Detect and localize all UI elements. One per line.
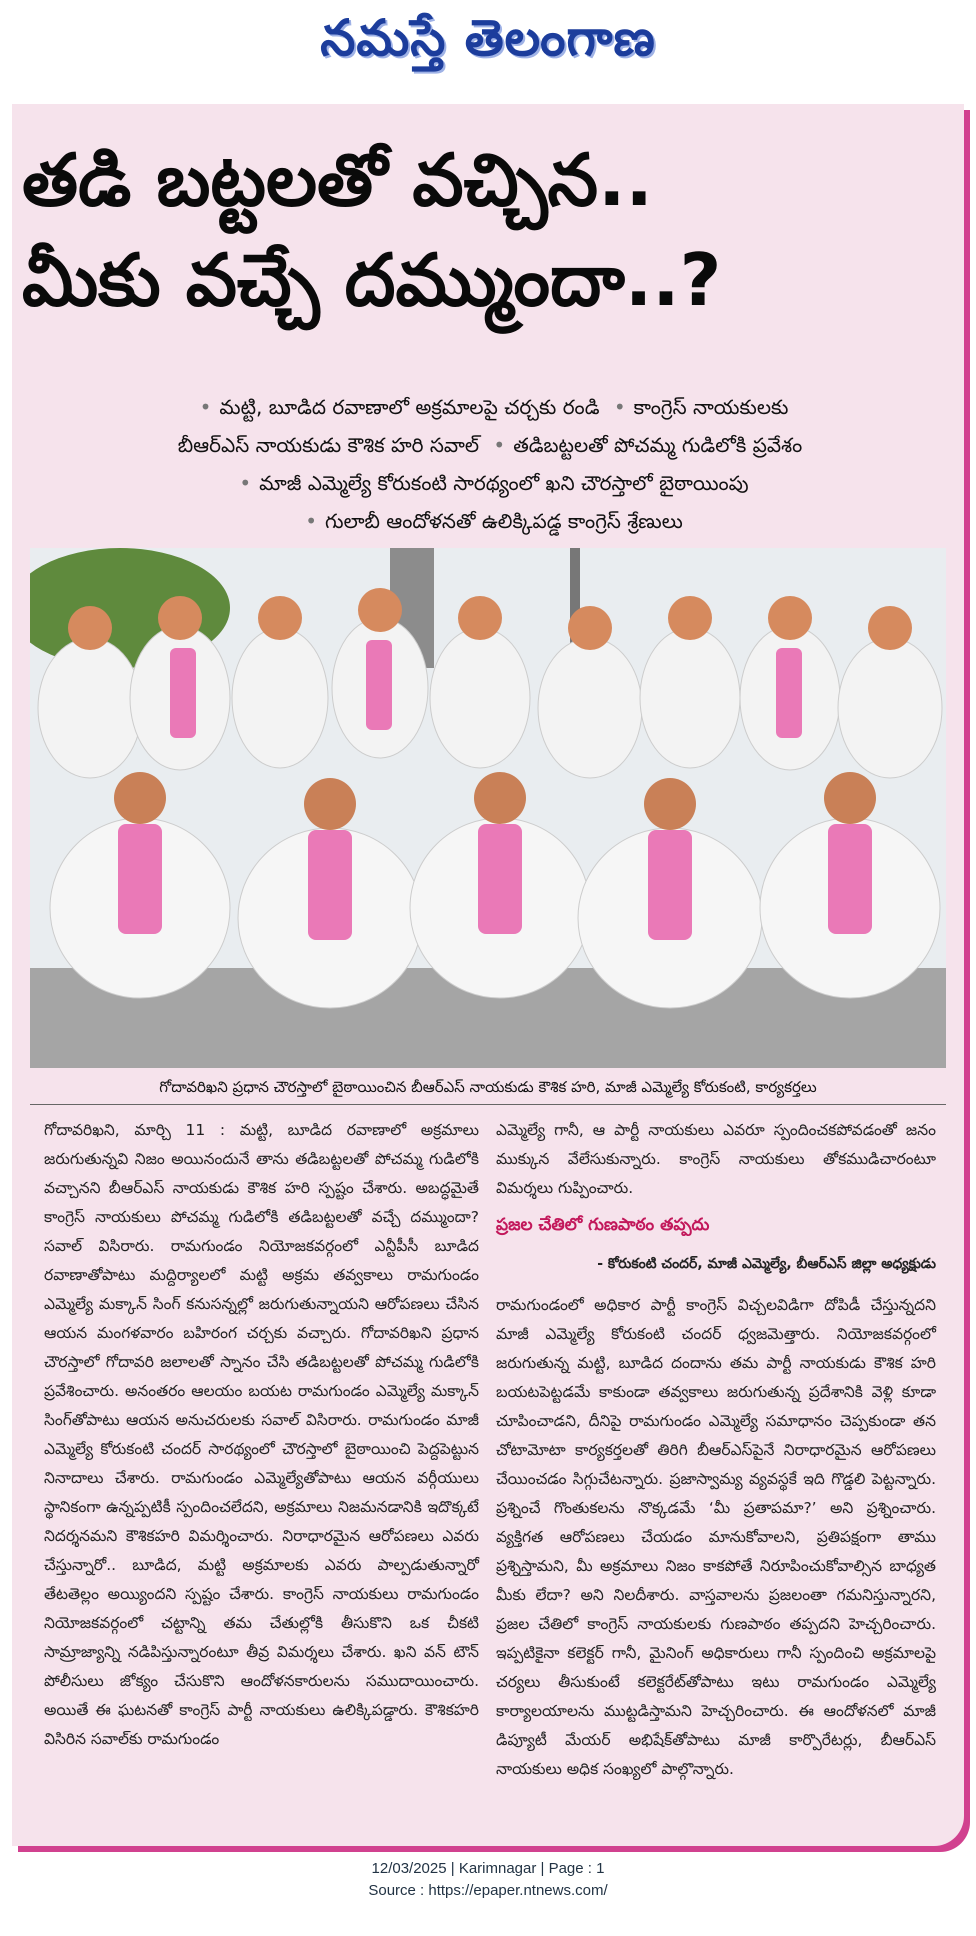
headline-line-2: మీకు వచ్చే దమ్ముందా..? bbox=[22, 238, 722, 322]
bullet-icon: • bbox=[305, 509, 317, 533]
bullet-icon: • bbox=[613, 395, 626, 419]
highlight-item: బీఆర్ఎస్ నాయకుడు కౌశిక హరి సవాల్ bbox=[177, 433, 480, 457]
highlight-item: మట్టి, బూడిద రవాణాలో అక్రమాలపై చర్చకు రండి bbox=[219, 395, 600, 419]
highlight-item: కాంగ్రెస్ నాయకులకు bbox=[633, 395, 789, 419]
highlight-item: గులాబీ ఆందోళనతో ఉలిక్కిపడ్డ కాంగ్రెస్ శ్రేణులు bbox=[324, 509, 683, 533]
article-column-right bbox=[496, 1116, 936, 1784]
headline-line-1: తడి బట్టలతో వచ్చిన.. bbox=[22, 138, 653, 222]
highlight-row bbox=[60, 464, 920, 502]
footer-date-edition: 12/03/2025 | Karimnagar | Page : 1 bbox=[371, 1860, 605, 1877]
highlight-item: మాజీ ఎమ్మెల్యే కోరుకంటి సారథ్యంలో ఖని చౌరస్తాలో బైఠాయింపు bbox=[259, 471, 749, 495]
highlights bbox=[60, 388, 920, 540]
bullet-icon: • bbox=[199, 395, 212, 419]
article-paragraph: గోదావరిఖని, మార్చి 11 : మట్టి, బూడిద రవాణాలో అక్రమాలు జరుగుతున్నవి నిజం అయినందునే తాను తడిబట్టలతో పోచమ్మ గుడిలోకి వచ్చానని బీఆర్ఎస్ నాయకుడు కౌశిక హరి స్పష్టం చేశారు. అబద్ధమైతే కాంగ్రెస్ నాయకులు పోచమ్మ గుడిలోకి తడిబట్టలతో వచ్చే దమ్ముందా? సవాల్ విసిరారు. రామగుండం నియోజకవర్గంలో ఎన్టీపీసీ బూడిద రవాణాతోపాటు మద్దిర్యాలలో మట్టి అక్రమ తవ్వకాలు రామగుండం ఎమ్మెల్యే మక్కాన్ సింగ్ కనుసన్నల్లో జరుగుతున్నాయని ఆరోపణలు చేసిన ఆయన మంగళవారం బహిరంగ చర్చకు వచ్చారు. గోదావరిఖని ప్రధాన చౌరస్తాలో గోదావరి జలాలతో స్నానం చేసి తడిబట్టలతో పోచమ్మ గుడిలోకి ప్రవేశించారు. అనంతరం ఆలయం బయట రామగుండం ఎమ్మెల్యే మక్కాన్ సింగ్‌తోపాటు ఆయన అనుచరులకు సవాల్ విసిరారు. రామగుండం మాజీ ఎమ్మెల్యే కోరుకంటి చందర్ సారథ్యంలో చౌరస్తాలో బైఠాయించి పెద్దపెట్టున నినాదాలు చేశారు. రామగుండం ఎమ్మెల్యేతోపాటు ఆయన వర్గీయులు స్థానికంగా ఉన్నప్పటికీ స్పందించలేదని, అక్రమాలు నిజమనడానికి ఇదొక్కటే నిదర్శనమని కౌశికహరి విమర్శించారు. నిరాధారమైన ఆరోపణలు ఎవరు చేస్తున్నారో.. బూడిద, మట్టి అక్రమాలకు ఎవరు పాల్పడుతున్నారో తేటతెల్లం అయ్యిందని స్పష్టం చేశారు. కాంగ్రెస్ నాయకులు రామగుండం నియోజకవర్గంలో చట్టాన్ని తమ చేతుల్లోకి తీసుకొని ఒక చీకటి సామ్రాజ్యాన్ని నడిపిస్తున్నారంటూ తీవ్ర విమర్శలు చేశారు. ఖని వన్ టౌన్ పోలీసులు జోక్యం చేసుకొని ఆందోళనకారులను సముదాయించారు. అయితే ఈ ఘటనతో కాంగ్రెస్ పార్టీ నాయకులు ఉలిక్కిపడ్డారు. కౌశికహరి విసిరిన సవాల్‌కు రామగుండం bbox=[44, 1121, 479, 1748]
highlight-row bbox=[60, 426, 920, 464]
quote-attribution: - కోరుకంటి చందర్, మాజీ ఎమ్మెల్యే, బీఆర్ఎస్ జిల్లా అధ్యక్షుడు bbox=[597, 1256, 936, 1272]
article-paragraph: రామగుండంలో అధికార పార్టీ కాంగ్రెస్ విచ్చలవిడిగా దోపిడీ చేస్తున్నదని మాజీ ఎమ్మెల్యే కోరుకంటి చందర్ ధ్వజమెత్తారు. నియోజకవర్గంలో జరుగుతున్న మట్టి, బూడిద దందాను తమ పార్టీ నాయకుడు కౌశిక హరి బయటపెట్టడమే కాకుండా తవ్వకాలు జరుగుతున్న ప్రదేశానికి వెళ్లి కూడా చూపించాడని, దీనిపై రామగుండం ఎమ్మెల్యే సమాధానం చెప్పకుండా తన చోటామోటా కార్యకర్తలతో తిరిగి బీఆర్ఎస్‌పైనే నిరాధారమైన ఆరోపణలు చేయించడం సిగ్గుచేటన్నారు. ప్రజాస్వామ్య వ్యవస్థకే ఇది గొడ్డలి పెట్టన్నారు. ప్రశ్నించే గొంతుకలను నొక్కడమే ‘మీ ప్రతాపమా?’ అని ప్రశ్నించారు. వ్యక్తిగత ఆరోపణలు చేయడం మానుకోవాలని, ప్రతిపక్షంగా తాము ప్రశ్నిస్తామని, మీ అక్రమాలు నిజం కాకపోతే నిరూపించుకోవాల్సిన బాధ్యత మీకు లేదా? అని నిలదీశారు. వాస్తవాలను ప్రజలంతా గమనిస్తున్నారని, ప్రజల చేతిలో కాంగ్రెస్ నాయకులకు గుణపాఠం తప్పదని హెచ్చరించారు. ఇప్పటికైనా కలెక్టర్ గానీ, మైనింగ్ అధికారులు గానీ స్పందించి అక్రమాలపై చర్యలు తీసుకుంటే కలెక్టరేట్‌తోపాటు ఇటు రామగుండం ఎమ్మెల్యే కార్యాలయాలను ముట్టడిస్తామని హెచ్చరించారు. ఈ ఆందోళనలో మాజీ డిప్యూటీ మేయర్ అభిషేక్‌తోపాటు మాజీ కార్పొరేటర్లు, బీఆర్ఎస్ నాయకులు అధిక సంఖ్యలో పాల్గొన్నారు. bbox=[496, 1296, 936, 1778]
highlight-row bbox=[60, 388, 920, 426]
bullet-icon: • bbox=[493, 433, 506, 457]
protest-photo bbox=[30, 548, 946, 1068]
masthead bbox=[0, 0, 976, 86]
protest-photo-illustration bbox=[30, 548, 946, 1068]
bullet-icon: • bbox=[239, 471, 252, 495]
article-subhead: ప్రజల చేతిలో గుణపాఠం తప్పదు bbox=[496, 1215, 710, 1235]
headline bbox=[22, 130, 952, 330]
highlight-item: తడిబట్టలతో పోచమ్మ గుడిలోకి ప్రవేశం bbox=[513, 433, 803, 457]
highlight-row bbox=[60, 502, 920, 540]
divider bbox=[30, 1104, 946, 1105]
newspaper-logo: నమస్తే తెలంగాణ bbox=[320, 8, 656, 67]
page-footer bbox=[0, 1858, 976, 1902]
photo-caption: గోదావరిఖని ప్రధాన చౌరస్తాలో బైఠాయించిన బీఆర్ఎస్ నాయకుడు కౌశిక హరి, మాజీ ఎమ్మెల్యే కోరుకంటి, కార్యకర్తలు bbox=[159, 1078, 817, 1096]
article-paragraph: ఎమ్మెల్యే గానీ, ఆ పార్టీ నాయకులు ఎవరూ స్పందించకపోవడంతో జనం ముక్కున వేలేసుకున్నారు. కాంగ్రెస్ నాయకులు తోకముడిచారంటూ విమర్శలు గుప్పించారు. bbox=[496, 1121, 936, 1197]
footer-source: Source : https://epaper.ntnews.com/ bbox=[368, 1882, 608, 1899]
article-column-left bbox=[44, 1116, 479, 1754]
